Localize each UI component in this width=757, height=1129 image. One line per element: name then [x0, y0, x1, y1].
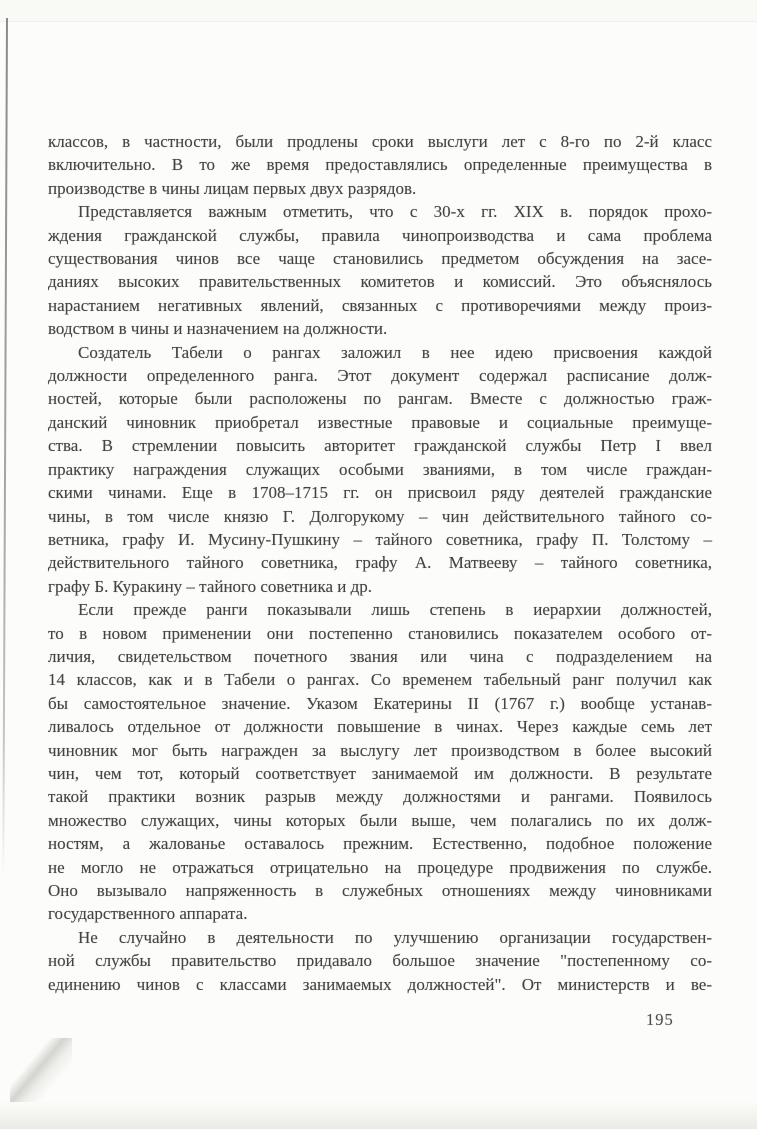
page-number: 195 — [646, 1010, 674, 1029]
text-line: чин, чем тот, который соответствует занимаемой им должности. В результате — [48, 763, 712, 783]
text-line: производстве в чины лицам первых двух разрядов. — [48, 178, 417, 198]
text-line: включительно. В то же время предоставлялись определенные преимущества в — [48, 155, 712, 175]
text-line: ностей, которые были расположены по рангам. Вместе с должностью граж- — [48, 389, 712, 409]
scan-edge-left-line — [2, 18, 8, 876]
paragraph — [48, 130, 712, 200]
text-line: ветника, графу И. Мусину-Пушкину – тайного советника, графу П. Толстому – — [48, 529, 712, 549]
text-line: должности определенного ранга. Этот документ содержал расписание долж- — [48, 366, 712, 386]
scan-edge-top — [0, 0, 757, 22]
paragraph — [48, 341, 712, 598]
text-line: ливалось отдельное от должности повышение в чинах. Через каждые семь лет — [48, 717, 712, 737]
scan-edge-bottom — [0, 1101, 757, 1129]
text-line: данский чиновник приобретал известные правовые и социальные преимуще- — [48, 412, 712, 432]
paragraph — [48, 598, 712, 926]
text-line: единению чинов с классами занимаемых должностей". От министерств и ве- — [48, 974, 712, 994]
text-line: 14 классов, как и в Табели о рангах. Со временем табельный ранг получил как — [48, 670, 712, 690]
text-line: существования чинов все чаще становились предметом обсуждения на засе- — [48, 249, 712, 269]
text-line: практику награждения служащих особыми званиями, в том числе граждан- — [48, 459, 712, 479]
text-line: государственного аппарата. — [48, 904, 248, 924]
text-line: даниях высоких правительственных комитетов и комиссий. Это объяснялось — [48, 272, 712, 292]
text-line: не могло не отражаться отрицательно на процедуре продвижения по службе. — [48, 857, 712, 877]
text-line: чиновник мог быть награжден за выслугу лет производством в более высокий — [48, 740, 712, 760]
text-line: графу Б. Куракину – тайного советника и др. — [48, 576, 373, 596]
text-line: то в новом применении они постепенно становились показателем особого от- — [48, 623, 712, 643]
text-line: Создатель Табели о рангах заложил в нее идею присвоения каждой — [78, 342, 712, 362]
paragraph — [48, 926, 712, 996]
text-line: скими чинами. Еще в 1708–1715 гг. он присвоил ряду деятелей гражданские — [48, 483, 712, 503]
text-line: Не случайно в деятельности по улучшению организации государствен- — [78, 927, 712, 947]
page-text-block — [48, 130, 712, 996]
text-line: нарастанием негативных явлений, связанных с противоречиями между произ- — [48, 295, 712, 315]
text-line: ждения гражданской службы, правила чинопроизводства и сама проблема — [48, 225, 712, 245]
text-line: такой практики возник разрыв между должностями и рангами. Появилось — [48, 787, 712, 807]
paragraph — [48, 200, 712, 340]
text-line: ностям, а жалованье оставалось прежним. Естественно, подобное положение — [48, 834, 712, 854]
text-line: ства. В стремлении повысить авторитет гражданской службы Петр I ввел — [48, 436, 712, 456]
text-line: ной службы правительство придавало большое значение "постепенному со- — [48, 951, 712, 971]
text-line: Представляется важным отметить, что с 30-х гг. XIX в. порядок прохо- — [78, 202, 712, 222]
text-line: личия, свидетельством почетного звания или чина с подразделением на — [48, 646, 712, 666]
page-curl-shadow — [10, 1038, 72, 1102]
text-line: действительного тайного советника, графу А. Матвееву – тайного советника, — [48, 553, 712, 573]
text-line: бы самостоятельное значение. Указом Екатерины II (1767 г.) вообще устанав- — [48, 693, 712, 713]
text-line: классов, в частности, были продлены сроки выслуги лет с 8-го по 2-й класс — [48, 132, 712, 151]
text-line: Если прежде ранги показывали лишь степень в иерархии должностей, — [78, 600, 712, 620]
text-line: водством в чины и назначением на должности. — [48, 319, 388, 339]
text-line: Оно вызывало напряженность в служебных отношениях между чиновниками — [48, 881, 712, 900]
text-line: множество служащих, чины которых были выше, чем полагались по их долж- — [48, 810, 712, 830]
text-line: чины, в том числе князю Г. Долгорукому – чин действительного тайного со- — [48, 506, 712, 526]
